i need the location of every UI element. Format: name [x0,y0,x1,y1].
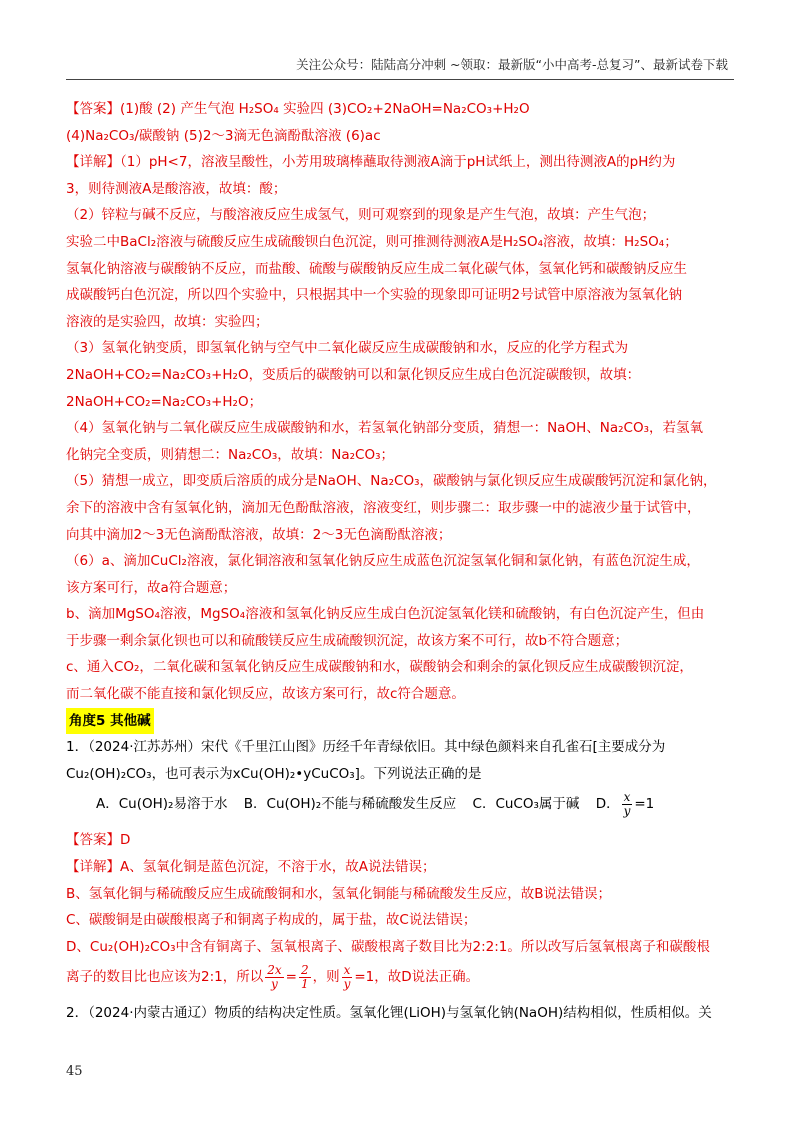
answer-text-1: (1)酸 (2) 产生气泡 H₂SO₄ 实验四 (3)CO₂+2NaOH=Na₂CO₃+H₂O [120,101,530,117]
answer-2-tag: 【答案】 [66,832,120,849]
section-heading: 角度5 其他碱 [66,708,154,735]
detail-line: （6）a、滴加CuCl₂溶液，氯化铜溶液和氢氧化钠反应生成蓝色沉淀氢氧化铜和氯化钠，有蓝色沉淀生成， [66,553,700,570]
detail-line: b、滴加MgSO₄溶液，MgSO₄溶液和氢氧化钠反应生成白色沉淀氢氧化镁和硫酸钠，有白色沉淀产生，但由 [66,606,705,623]
question-1-line-2: Cu₂(OH)₂CO₃，也可表示为xCu(OH)₂•yCuCO₃]。下列说法正确的是 [66,765,482,782]
header-text: 关注公众号：陆陆高分冲刺 ~领取：最新版“小中高考-总复习”、最新试卷下载 [296,57,728,72]
fraction-denominator: 1 [300,976,309,991]
fraction-numerator: x [623,789,631,804]
detail-2-line: D、Cu₂(OH)₂CO₃中含有铜离子、氢氧根离子、碳酸根离子数目比为2:2:1。所以改写后氢氧根离子和碳酸根 [66,938,710,955]
fraction-denominator: y [343,976,351,991]
detail-2-tag: 【详解】 [66,859,120,876]
detail-2-text: A、氢氧化铜是蓝色沉淀，不溶于水，故A说法错误； [120,859,436,876]
detail-line: 实验二中BaCl₂溶液与硫酸反应生成硫酸钡白色沉淀，则可推测待测液A是H₂SO₄溶液，故填：H₂SO₄； [66,233,678,250]
header-divider [66,79,734,80]
detail-line: c、通入CO₂，二氧化碳和氢氧化钠反应生成碳酸钠和水，碳酸钠会和剩余的氯化钡反应生成碳酸钡沉淀， [66,659,693,676]
detail-line: 3，则待测液A是酸溶液，故填：酸； [66,180,287,197]
detail-text: （1）pH<7，溶液呈酸性，小芳用玻璃棒蘸取待测液A滴于pH试纸上，测出待测液A的pH约为 [120,154,676,171]
detail-line: 氢氧化钠溶液与碳酸钠不反应，而盐酸、硫酸与碳酸钠反应生成二氧化碳气体，氢氧化钙和碳酸钠反应生 [66,260,687,277]
answer-2-value: D [120,832,131,849]
detail-line: 向其中滴加2～3无色滴酚酞溶液，故填：2～3无色滴酚酞溶液； [66,526,452,543]
answer-2-line [66,827,736,854]
fraction-x-over-y [342,964,353,991]
option-d-rest: =1 [634,796,655,813]
document-body [66,96,736,1027]
answer-line-2: (4)Na₂CO₃/碳酸钠 (5)2～3滴无色滴酚酞溶液 (6)ac [66,127,381,144]
fraction-denominator: y [271,976,278,991]
option-b: B．Cu(OH)₂不能与稀硫酸发生反应 [243,796,457,813]
detail-line: 溶液的是实验四，故填：实验四； [66,313,269,330]
question-1-options [66,787,736,821]
fraction-2-over-1 [299,964,311,991]
detail-2-last-suffix: =1，故D说法正确。 [354,969,480,986]
detail-2-last-prefix: 离子的数目比也应该为2:1，所以 [66,969,264,986]
option-a: A．Cu(OH)₂易溶于水 [96,796,228,813]
option-d-label: D． [595,796,620,813]
equals-sign: = [285,969,297,986]
detail-line: 成碳酸钙白色沉淀，所以四个实验中，只根据其中一个实验的现象即可证明2号试管中原溶液为氢氧化钠 [66,287,683,304]
detail-line [66,149,736,176]
detail-2-last-mid: ，则 [312,969,340,986]
detail-line: 该方案可行，故a符合题意； [66,579,237,596]
detail-line: （5）猜想一成立，即变质后溶质的成分是NaOH、Na₂CO₃，碳酸钠与氯化钡反应生成碳酸钙沉淀和氯化钠， [66,473,717,490]
question-2-line-1: 2．（2024·内蒙古通辽）物质的结构决定性质。氢氧化锂(LiOH)与氢氧化钠(NaOH)结构相似，性质相似。关 [66,1005,712,1022]
detail-2-last-line [66,960,736,994]
detail-2-line [66,854,736,881]
detail-line: 余下的溶液中含有氢氧化钠，滴加无色酚酞溶液，溶液变红，则步骤二：取步骤一中的滤液少量于试管中， [66,499,701,516]
detail-line: （4）氢氧化钠与二氧化碳反应生成碳酸钠和水，若氢氧化钠部分变质，猜想一：NaOH、Na₂CO₃，若氢氧 [66,420,703,437]
fraction-denominator: y [623,803,631,818]
detail-line: （3）氢氧化钠变质，即氢氧化钠与空气中二氧化碳反应生成碳酸钠和水，反应的化学方程式为 [66,340,629,357]
page-number: 45 [66,1064,83,1079]
detail-line: （2）锌粒与碱不反应，与酸溶液反应生成氢气，则可观察到的现象是产生气泡，故填：产生气泡； [66,207,656,224]
fraction-numerator: 2 [300,962,309,977]
option-d [595,789,655,818]
question-1-line-1: 1．（2024·江苏苏州）宋代《千里江山图》历经千年青绿依旧。其中绿色颜料来自孔雀石[主要成分为 [66,739,666,756]
fraction-numerator: 2x [267,962,282,977]
section-heading-row [66,708,736,735]
option-c: C．CuCO₃属于碱 [472,796,580,813]
answer-line-1 [66,96,736,123]
detail-line: 2NaOH+CO₂=Na₂CO₃+H₂O，变质后的碳酸钠可以和氯化钡反应生成白色沉淀碳酸钡，故填： [66,366,641,383]
fraction-numerator: x [343,962,351,977]
detail-2-line: C、碳酸铜是由碳酸根离子和铜离子构成的，属于盐，故C说法错误； [66,912,477,929]
fraction-x-over-y [622,791,633,818]
detail-line: 而二氧化碳不能直接和氯化钡反应，故该方案可行，故c符合题意。 [66,686,465,703]
detail-line: 化钠完全变质，则猜想二：Na₂CO₃，故填：Na₂CO₃； [66,446,394,463]
detail-tag: 【详解】 [66,154,120,171]
page-header [0,55,800,75]
answer-tag: 【答案】 [66,101,120,117]
detail-line: 2NaOH+CO₂=Na₂CO₃+H₂O； [66,393,263,410]
detail-line: 于步骤一剩余氯化钡也可以和硫酸镁反应生成硫酸钡沉淀，故该方案不可行，故b不符合题意； [66,632,629,649]
detail-2-line: B、氢氧化铜与稀硫酸反应生成硫酸铜和水，氢氧化铜能与稀硫酸发生反应，故B说法错误； [66,885,612,902]
fraction-2x-over-y [265,964,283,991]
